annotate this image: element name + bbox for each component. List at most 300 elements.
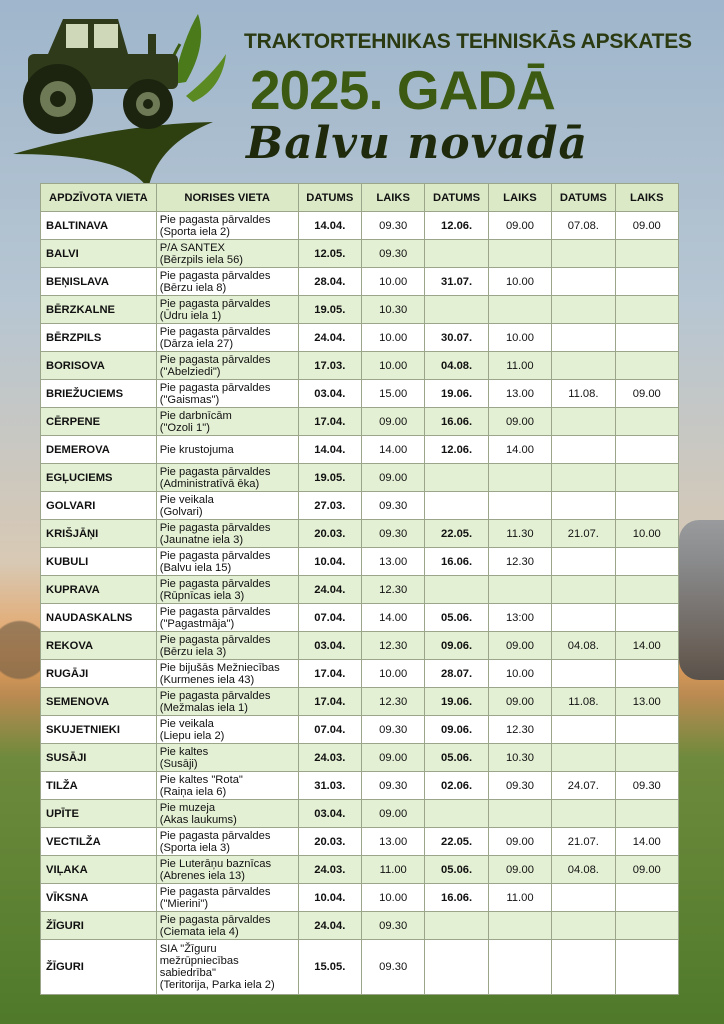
time-cell: 10.30 <box>488 744 551 772</box>
header-cell: LAIKS <box>361 184 424 212</box>
place-cell: ŽĪGURI <box>41 940 157 995</box>
location-name: Pie darbnīcām <box>159 409 232 422</box>
date-cell: 07.08. <box>552 212 615 240</box>
date-cell: 22.05. <box>425 520 488 548</box>
location-name: Pie pagasta pārvaldes <box>159 633 271 646</box>
location-address: (Abrenes iela 13) <box>159 869 245 882</box>
time-cell: 09.30 <box>361 940 424 995</box>
time-cell: 14.00 <box>361 604 424 632</box>
location-address: (Ūdru iela 1) <box>159 309 222 322</box>
date-cell: 03.04. <box>298 800 361 828</box>
time-cell: 09.00 <box>488 408 551 436</box>
time-cell: 13.00 <box>361 548 424 576</box>
time-cell: 09.00 <box>488 632 551 660</box>
time-cell <box>488 240 551 268</box>
table-row <box>41 324 679 352</box>
location-address: (Golvari) <box>159 505 203 518</box>
date-cell: 19.05. <box>298 464 361 492</box>
date-cell: 21.07. <box>552 520 615 548</box>
location-cell <box>156 604 298 632</box>
date-cell <box>425 492 488 520</box>
date-cell: 11.08. <box>552 380 615 408</box>
time-cell <box>488 800 551 828</box>
time-cell <box>615 744 678 772</box>
date-cell <box>425 940 488 995</box>
place-cell: BALVI <box>41 240 157 268</box>
time-cell: 10.00 <box>488 660 551 688</box>
time-cell: 10.00 <box>361 324 424 352</box>
location-cell <box>156 268 298 296</box>
location-cell <box>156 660 298 688</box>
date-cell: 09.06. <box>425 632 488 660</box>
time-cell <box>615 912 678 940</box>
date-cell: 21.07. <box>552 828 615 856</box>
place-cell: EGĻUCIEMS <box>41 464 157 492</box>
date-cell: 28.07. <box>425 660 488 688</box>
time-cell <box>615 884 678 912</box>
location-address: (Jaunatne iela 3) <box>159 533 244 546</box>
location-name: Pie veikala <box>159 493 214 506</box>
time-cell: 10.00 <box>361 884 424 912</box>
time-cell <box>615 660 678 688</box>
location-name: Pie Luterāņu baznīcas <box>159 857 272 870</box>
time-cell: 15.00 <box>361 380 424 408</box>
place-cell: BORISOVA <box>41 352 157 380</box>
date-cell: 20.03. <box>298 828 361 856</box>
place-cell: SEMENOVA <box>41 688 157 716</box>
location-name: Pie pagasta pārvaldes <box>159 465 271 478</box>
table-row <box>41 660 679 688</box>
location-address: (Administratīvā ēka) <box>159 477 260 490</box>
date-cell <box>425 576 488 604</box>
date-cell: 24.04. <box>298 912 361 940</box>
time-cell: 09.30 <box>361 772 424 800</box>
place-cell: KUBULI <box>41 548 157 576</box>
location-cell <box>156 772 298 800</box>
place-cell: REKOVA <box>41 632 157 660</box>
location-name: Pie pagasta pārvaldes <box>159 577 271 590</box>
location-address: (Mežmalas iela 1) <box>159 701 249 714</box>
location-cell <box>156 240 298 268</box>
table-row <box>41 828 679 856</box>
date-cell: 24.03. <box>298 744 361 772</box>
location-address: (Teritorija, Parka iela 2) <box>159 979 275 991</box>
header-cell: LAIKS <box>488 184 551 212</box>
location-address: (Balvu iela 15) <box>159 561 232 574</box>
date-cell <box>425 912 488 940</box>
time-cell: 13.00 <box>488 380 551 408</box>
location-cell <box>156 856 298 884</box>
location-name: Pie pagasta pārvaldes <box>159 381 271 394</box>
location-address: (Ciemata iela 4) <box>159 925 239 938</box>
date-cell <box>552 716 615 744</box>
time-cell <box>615 268 678 296</box>
date-cell: 03.04. <box>298 632 361 660</box>
time-cell: 10.00 <box>488 324 551 352</box>
location-address: (Akas laukums) <box>159 813 237 826</box>
time-cell <box>488 296 551 324</box>
date-cell <box>552 576 615 604</box>
time-cell: 09.30 <box>361 240 424 268</box>
location-name: Pie pagasta pārvaldes <box>159 213 271 226</box>
date-cell: 07.04. <box>298 604 361 632</box>
date-cell: 24.07. <box>552 772 615 800</box>
table-row <box>41 744 679 772</box>
location-address: (Bērzpils iela 56) <box>159 253 244 266</box>
table-row <box>41 240 679 268</box>
date-cell: 10.04. <box>298 548 361 576</box>
location-name: Pie krustojuma <box>159 443 234 456</box>
date-cell: 19.05. <box>298 296 361 324</box>
date-cell: 04.08. <box>425 352 488 380</box>
background-field <box>0 600 45 700</box>
location-name: Pie kaltes <box>159 745 209 758</box>
date-cell: 28.04. <box>298 268 361 296</box>
time-cell <box>615 324 678 352</box>
date-cell <box>425 464 488 492</box>
header-cell: LAIKS <box>615 184 678 212</box>
location-cell <box>156 828 298 856</box>
place-cell: SKUJETNIEKI <box>41 716 157 744</box>
table-header-row <box>41 184 679 212</box>
time-cell: 14.00 <box>615 828 678 856</box>
location-name: Pie pagasta pārvaldes <box>159 297 271 310</box>
time-cell: 09.00 <box>361 408 424 436</box>
time-cell: 13:00 <box>488 604 551 632</box>
place-cell: TILŽA <box>41 772 157 800</box>
schedule-table-wrap <box>40 183 679 995</box>
date-cell: 24.04. <box>298 576 361 604</box>
background-tractor <box>679 520 724 680</box>
time-cell <box>615 240 678 268</box>
table-row <box>41 212 679 240</box>
location-name: Pie veikala <box>159 717 214 730</box>
table-row <box>41 296 679 324</box>
date-cell: 05.06. <box>425 856 488 884</box>
location-cell <box>156 744 298 772</box>
date-cell: 31.07. <box>425 268 488 296</box>
location-name: Pie pagasta pārvaldes <box>159 829 271 842</box>
table-row <box>41 884 679 912</box>
time-cell: 09.30 <box>488 772 551 800</box>
location-name: Pie pagasta pārvaldes <box>159 885 271 898</box>
title-line-1: TRAKTORTEHNIKAS TEHNISKĀS APSKATES <box>244 30 692 53</box>
time-cell: 10.30 <box>361 296 424 324</box>
time-cell <box>488 940 551 995</box>
time-cell: 09.00 <box>361 800 424 828</box>
time-cell: 09.30 <box>361 492 424 520</box>
location-name: Pie kaltes "Rota" <box>159 773 243 786</box>
time-cell <box>615 940 678 995</box>
table-row <box>41 856 679 884</box>
header-cell: DATUMS <box>425 184 488 212</box>
time-cell: 09.00 <box>488 212 551 240</box>
time-cell: 14.00 <box>361 436 424 464</box>
location-cell <box>156 800 298 828</box>
place-cell: KUPRAVA <box>41 576 157 604</box>
location-address: ("Gaismas") <box>159 393 220 406</box>
location-cell <box>156 632 298 660</box>
table-row <box>41 380 679 408</box>
place-cell: VĪKSNA <box>41 884 157 912</box>
location-cell <box>156 492 298 520</box>
time-cell <box>615 436 678 464</box>
date-cell <box>552 436 615 464</box>
time-cell: 09.00 <box>361 744 424 772</box>
location-cell <box>156 884 298 912</box>
location-name: Pie pagasta pārvaldes <box>159 689 271 702</box>
time-cell: 11.30 <box>488 520 551 548</box>
location-address: (Susāji) <box>159 757 198 770</box>
place-cell: BĒRZPILS <box>41 324 157 352</box>
time-cell: 09.30 <box>361 212 424 240</box>
place-cell: CĒRPENE <box>41 408 157 436</box>
time-cell <box>488 912 551 940</box>
time-cell: 13.00 <box>361 828 424 856</box>
location-address: (Bērzu iela 8) <box>159 281 227 294</box>
date-cell <box>425 240 488 268</box>
table-row <box>41 408 679 436</box>
time-cell: 10.00 <box>361 660 424 688</box>
date-cell <box>552 492 615 520</box>
table-row <box>41 268 679 296</box>
date-cell: 30.07. <box>425 324 488 352</box>
place-cell: NAUDASKALNS <box>41 604 157 632</box>
date-cell: 17.04. <box>298 408 361 436</box>
location-name: Pie muzeja <box>159 801 216 814</box>
date-cell: 14.04. <box>298 436 361 464</box>
table-row <box>41 632 679 660</box>
location-address: (Raiņa iela 6) <box>159 785 227 798</box>
schedule-table <box>40 183 679 995</box>
title-line-2: 2025. GADĀ <box>250 59 555 121</box>
time-cell <box>488 464 551 492</box>
date-cell: 05.06. <box>425 744 488 772</box>
time-cell: 10.00 <box>615 520 678 548</box>
date-cell <box>552 324 615 352</box>
time-cell: 09.00 <box>488 688 551 716</box>
place-cell: BRIEŽUCIEMS <box>41 380 157 408</box>
location-cell <box>156 940 298 995</box>
date-cell: 17.04. <box>298 688 361 716</box>
date-cell: 12.06. <box>425 436 488 464</box>
time-cell: 09.00 <box>615 380 678 408</box>
date-cell: 11.08. <box>552 688 615 716</box>
date-cell: 05.06. <box>425 604 488 632</box>
place-cell: UPĪTE <box>41 800 157 828</box>
date-cell: 16.06. <box>425 548 488 576</box>
table-row <box>41 604 679 632</box>
time-cell: 09.00 <box>488 856 551 884</box>
date-cell: 03.04. <box>298 380 361 408</box>
place-cell: GOLVARI <box>41 492 157 520</box>
location-cell <box>156 352 298 380</box>
table-row <box>41 464 679 492</box>
date-cell <box>552 296 615 324</box>
date-cell: 12.06. <box>425 212 488 240</box>
time-cell <box>615 800 678 828</box>
time-cell <box>615 492 678 520</box>
location-cell <box>156 576 298 604</box>
time-cell <box>615 716 678 744</box>
date-cell: 17.04. <box>298 660 361 688</box>
location-name: SIA "Žīguru mežrūpniecības sabiedrība" <box>159 943 239 979</box>
date-cell: 19.06. <box>425 688 488 716</box>
date-cell <box>552 240 615 268</box>
location-cell <box>156 716 298 744</box>
time-cell: 12.30 <box>361 632 424 660</box>
date-cell: 17.03. <box>298 352 361 380</box>
date-cell: 02.06. <box>425 772 488 800</box>
date-cell: 10.04. <box>298 884 361 912</box>
date-cell: 09.06. <box>425 716 488 744</box>
date-cell <box>552 660 615 688</box>
date-cell: 24.03. <box>298 856 361 884</box>
location-cell <box>156 520 298 548</box>
date-cell: 16.06. <box>425 884 488 912</box>
location-name: Pie pagasta pārvaldes <box>159 325 271 338</box>
time-cell <box>615 296 678 324</box>
date-cell: 14.04. <box>298 212 361 240</box>
location-name: Pie pagasta pārvaldes <box>159 549 271 562</box>
time-cell: 10.00 <box>488 268 551 296</box>
location-name: Pie pagasta pārvaldes <box>159 521 271 534</box>
date-cell <box>552 408 615 436</box>
location-address: ("Abelziedi") <box>159 365 221 378</box>
place-cell: KRIŠJĀŅI <box>41 520 157 548</box>
time-cell <box>615 548 678 576</box>
date-cell: 24.04. <box>298 324 361 352</box>
time-cell: 12.30 <box>488 716 551 744</box>
location-name: Pie pagasta pārvaldes <box>159 913 271 926</box>
time-cell: 12.30 <box>488 548 551 576</box>
location-address: ("Mierini") <box>159 897 209 910</box>
time-cell <box>615 576 678 604</box>
tractor-icon <box>8 4 228 189</box>
place-cell: BALTINAVA <box>41 212 157 240</box>
time-cell: 11.00 <box>361 856 424 884</box>
location-name: Pie pagasta pārvaldes <box>159 269 271 282</box>
header-cell: APDZĪVOTA VIETA <box>41 184 157 212</box>
time-cell <box>615 464 678 492</box>
table-row <box>41 548 679 576</box>
date-cell <box>552 940 615 995</box>
date-cell <box>552 268 615 296</box>
place-cell: DEMEROVA <box>41 436 157 464</box>
location-cell <box>156 324 298 352</box>
time-cell: 14.00 <box>615 632 678 660</box>
table-row <box>41 492 679 520</box>
date-cell: 31.03. <box>298 772 361 800</box>
location-address: (Rūpnīcas iela 3) <box>159 589 245 602</box>
location-cell <box>156 688 298 716</box>
date-cell <box>552 352 615 380</box>
date-cell: 12.05. <box>298 240 361 268</box>
location-name: Pie bijušās Mežniecības <box>159 661 280 674</box>
table-row <box>41 800 679 828</box>
date-cell <box>552 744 615 772</box>
date-cell: 22.05. <box>425 828 488 856</box>
location-address: (Kurmenes iela 43) <box>159 673 255 686</box>
place-cell: RUGĀJI <box>41 660 157 688</box>
time-cell <box>615 352 678 380</box>
title-line-3: Balvu novadā <box>246 118 588 169</box>
location-address: (Dārza iela 27) <box>159 337 234 350</box>
header-cell: NORISES VIETA <box>156 184 298 212</box>
date-cell: 27.03. <box>298 492 361 520</box>
table-row <box>41 352 679 380</box>
date-cell <box>552 464 615 492</box>
location-cell <box>156 464 298 492</box>
location-name: Pie pagasta pārvaldes <box>159 605 271 618</box>
location-name: Pie pagasta pārvaldes <box>159 353 271 366</box>
time-cell <box>488 576 551 604</box>
time-cell: 09.30 <box>615 772 678 800</box>
location-address: (Sporta iela 3) <box>159 841 230 854</box>
table-row <box>41 772 679 800</box>
date-cell: 07.04. <box>298 716 361 744</box>
place-cell: BĒRZKALNE <box>41 296 157 324</box>
location-cell <box>156 380 298 408</box>
date-cell <box>425 800 488 828</box>
place-cell: VECTILŽA <box>41 828 157 856</box>
time-cell: 09.30 <box>361 716 424 744</box>
date-cell: 04.08. <box>552 632 615 660</box>
table-row <box>41 520 679 548</box>
time-cell: 09.00 <box>361 464 424 492</box>
date-cell <box>552 800 615 828</box>
time-cell: 13.00 <box>615 688 678 716</box>
location-address: (Liepu iela 2) <box>159 729 225 742</box>
location-cell <box>156 296 298 324</box>
time-cell <box>615 408 678 436</box>
header-cell: DATUMS <box>552 184 615 212</box>
time-cell: 09.30 <box>361 520 424 548</box>
time-cell: 10.00 <box>361 352 424 380</box>
date-cell: 20.03. <box>298 520 361 548</box>
place-cell: ŽĪGURI <box>41 912 157 940</box>
time-cell: 09.00 <box>615 856 678 884</box>
location-cell <box>156 408 298 436</box>
date-cell <box>425 296 488 324</box>
location-address: ("Pagastmāja") <box>159 617 235 630</box>
date-cell: 16.06. <box>425 408 488 436</box>
location-address: ("Ozoli 1") <box>159 421 210 434</box>
date-cell: 04.08. <box>552 856 615 884</box>
time-cell: 11.00 <box>488 884 551 912</box>
place-cell: SUSĀJI <box>41 744 157 772</box>
time-cell <box>615 604 678 632</box>
time-cell <box>488 492 551 520</box>
date-cell <box>552 912 615 940</box>
location-name: P/A SANTEX <box>159 241 226 254</box>
time-cell: 09.00 <box>615 212 678 240</box>
header-cell: DATUMS <box>298 184 361 212</box>
time-cell: 12.30 <box>361 688 424 716</box>
table-row <box>41 436 679 464</box>
location-address: (Sporta iela 2) <box>159 225 230 238</box>
date-cell <box>552 548 615 576</box>
time-cell: 10.00 <box>361 268 424 296</box>
place-cell: BEŅISLAVA <box>41 268 157 296</box>
location-address: (Bērzu iela 3) <box>159 645 227 658</box>
location-cell <box>156 548 298 576</box>
table-row <box>41 576 679 604</box>
location-cell <box>156 436 298 464</box>
table-row <box>41 716 679 744</box>
time-cell: 14.00 <box>488 436 551 464</box>
table-row <box>41 688 679 716</box>
